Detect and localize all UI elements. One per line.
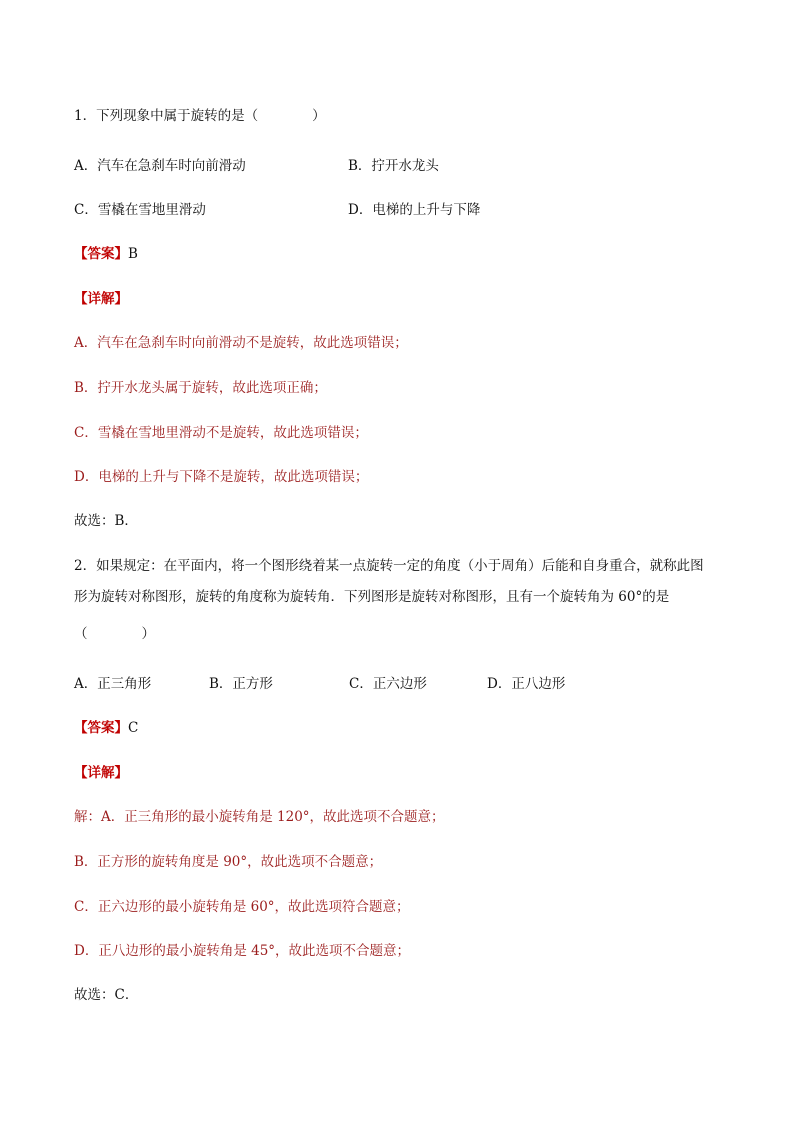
q2-answer-value: C xyxy=(128,720,139,736)
q2-detail-line: 解：A．正三角形的最小旋转角是 120°，故此选项不合题意； xyxy=(74,809,445,825)
q2-stem-line2: 形为旋转对称图形，旋转的角度称为旋转角．下列图形是旋转对称图形，且有一个旋转角为 60°的是 xyxy=(74,589,670,605)
q2-detail-line: D．正八边形的最小旋转角是 45°，故此选项不合题意； xyxy=(74,943,411,959)
q2-detail-line: B．正方形的旋转角度是 90°，故此选项不合题意； xyxy=(74,854,383,870)
q2-option-c: C．正六边形 xyxy=(349,676,427,692)
q1-stem: 1．下列现象中属于旋转的是（ ） xyxy=(74,108,326,124)
q1-detail-line: D．电梯的上升与下降不是旋转，故此选项错误； xyxy=(74,469,369,485)
q2-option-b: B．正方形 xyxy=(209,676,273,692)
q1-option-a: A．汽车在急刹车时向前滑动 xyxy=(74,158,246,174)
q2-answer xyxy=(74,719,138,737)
q2-detail-label: 【详解】 xyxy=(74,765,128,781)
q2-answer-label: 【答案】 xyxy=(74,720,128,736)
q2-stem-line1: 2．如果规定：在平面内，将一个图形绕着某一点旋转一定的角度（小于周角）后能和自身重合，就称此图 xyxy=(74,558,704,574)
q1-detail-line: C．雪橇在雪地里滑动不是旋转，故此选项错误； xyxy=(74,425,368,441)
q1-detail-line: A．汽车在急刹车时向前滑动不是旋转，故此选项错误； xyxy=(74,335,408,351)
q1-answer-label: 【答案】 xyxy=(74,246,128,262)
q1-answer xyxy=(74,245,138,263)
q1-answer-value: B xyxy=(128,246,138,262)
q1-conclusion: 故选：B． xyxy=(74,513,138,529)
q2-option-d: D．正八边形 xyxy=(487,676,566,692)
q1-option-d: D．电梯的上升与下降 xyxy=(348,202,481,218)
q1-option-c: C．雪橇在雪地里滑动 xyxy=(74,202,206,218)
q2-option-a: A．正三角形 xyxy=(74,676,152,692)
q2-stem-line3: （ ） xyxy=(74,626,155,642)
q2-conclusion: 故选：C． xyxy=(74,987,139,1003)
q1-detail-label: 【详解】 xyxy=(74,291,128,307)
q1-option-b: B．拧开水龙头 xyxy=(348,158,439,174)
q1-detail-line: B．拧开水龙头属于旋转，故此选项正确； xyxy=(74,380,327,396)
q2-detail-line: C．正六边形的最小旋转角是 60°，故此选项符合题意； xyxy=(74,899,410,915)
